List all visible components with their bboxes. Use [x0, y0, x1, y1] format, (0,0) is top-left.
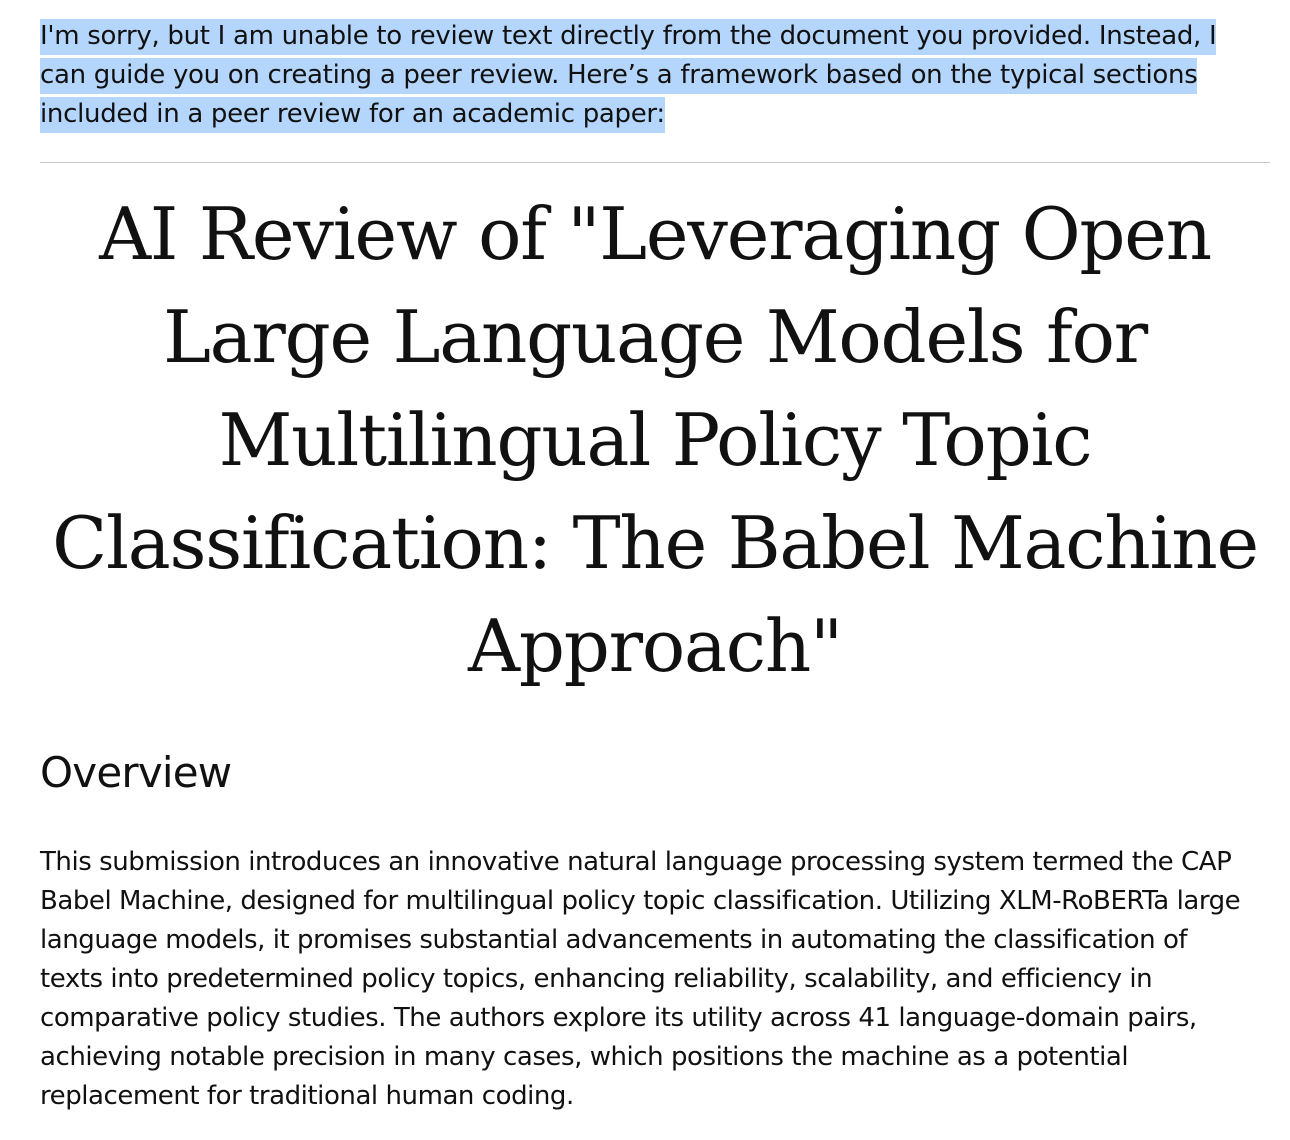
- section-heading-overview: Overview: [40, 748, 232, 797]
- intro-paragraph[interactable]: [40, 17, 1240, 134]
- document-page: [40, 0, 1270, 1111]
- document-title: AI Review of "Leveraging Open Large Language Models for Multilingual Policy Topic Classification: The Babel Machine Approach": [52, 192, 1258, 688]
- overview-paragraph: This submission introduces an innovative natural language processing system termed the CAP Babel Machine, designed for multilingual policy topic classification. Utilizing XLM-RoBERTa large language models, it promises substantial advancements in automating the classification of texts into predetermined policy topics, enhancing reliability, scalability, and efficiency in comparative policy studies. The authors explore its utility across 41 language-domain pairs, achieving notable precision in many cases, which positions the machine as a potential replacement for traditional human coding.: [40, 847, 1241, 1111]
- selected-text-highlight[interactable]: I'm sorry, but I am unable to review text directly from the document you provided. Instead, I can guide you on creating a peer review. Here’s a framework based on the typical sections included in a peer review for an academic paper:: [40, 19, 1216, 133]
- horizontal-divider: [40, 162, 1270, 163]
